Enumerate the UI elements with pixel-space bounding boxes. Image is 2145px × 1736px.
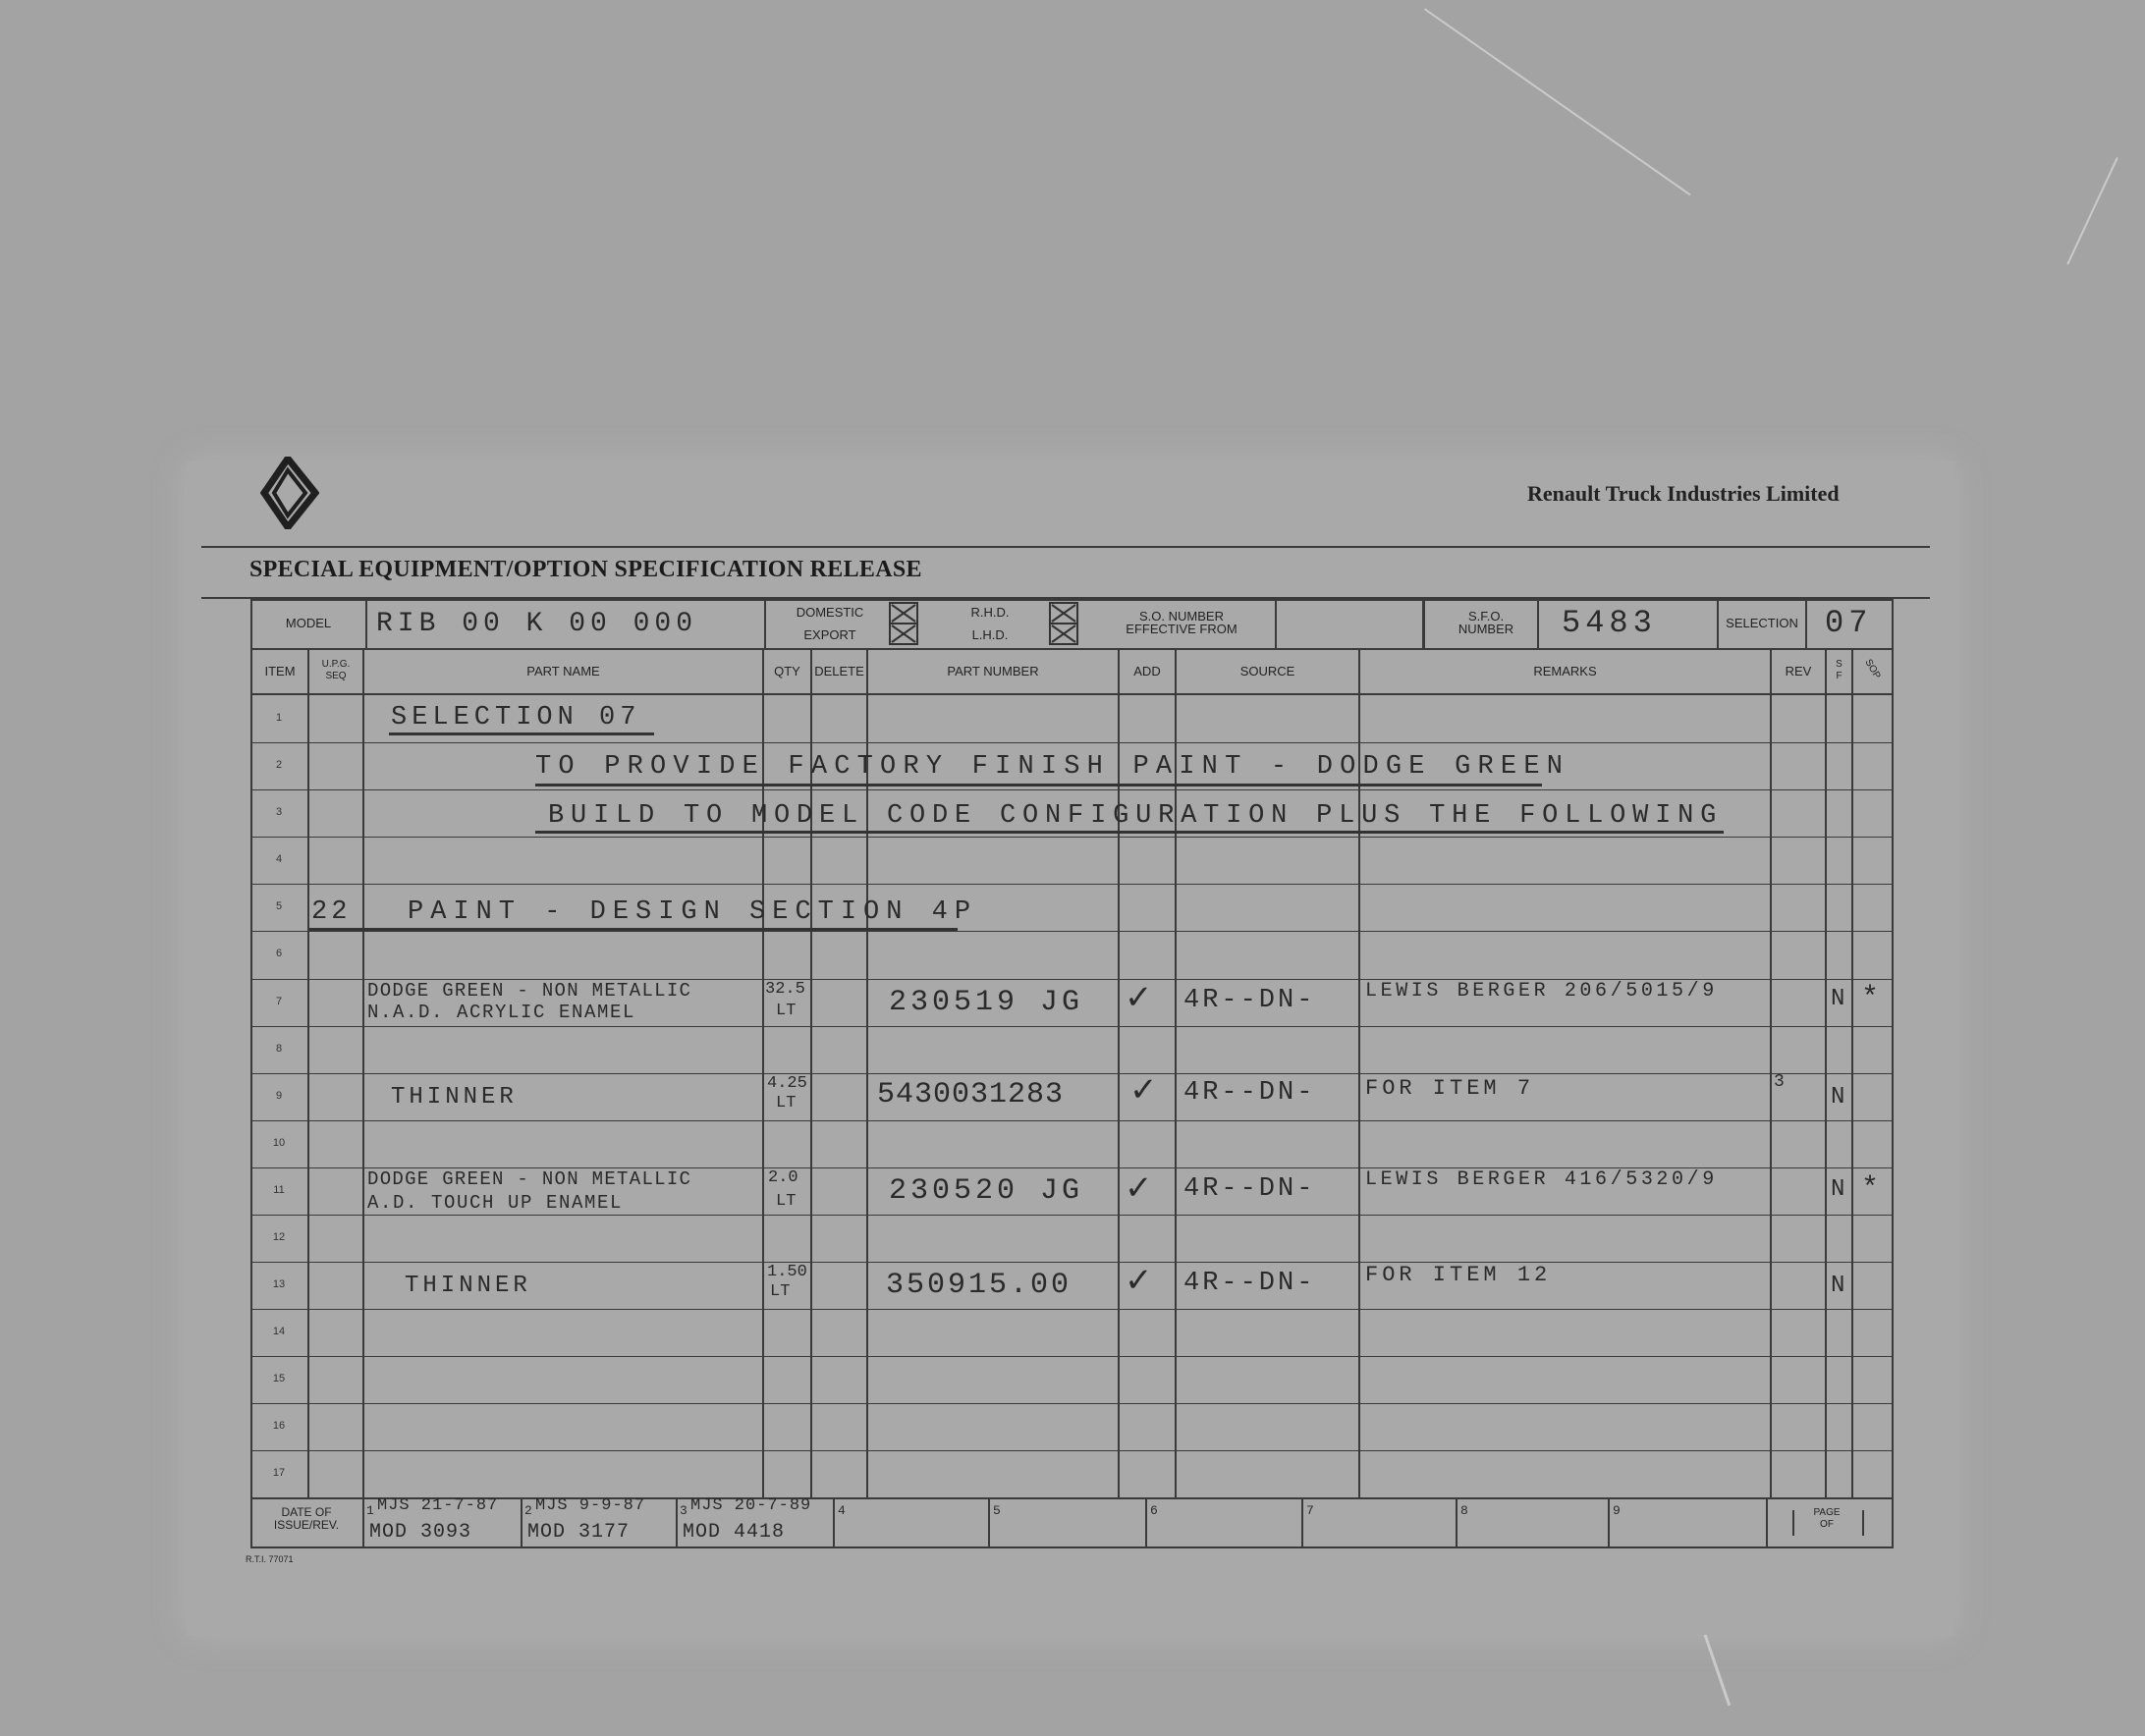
col-source: SOURCE: [1239, 664, 1295, 678]
entry-mark: *: [1861, 1172, 1880, 1206]
col-seq: SEQ: [325, 671, 347, 681]
entry-mark: *: [1861, 982, 1880, 1015]
rev3-date: MJS 20-7-89: [690, 1496, 812, 1515]
footer-div: [988, 1499, 990, 1546]
row-number: 14: [272, 1326, 286, 1337]
col-f: F: [1836, 671, 1842, 681]
add-check-icon: ✓: [1125, 979, 1153, 1016]
entry-part-number: 350915.00: [886, 1269, 1072, 1302]
row-number: 2: [275, 759, 283, 771]
footer-bottom: [250, 1546, 1894, 1548]
table-top: [250, 599, 1894, 601]
entry-source: 4R--DN-: [1183, 986, 1316, 1015]
entry-part-name-2: N.A.D. ACRYLIC ENAMEL: [367, 1002, 636, 1023]
row-number: 5: [275, 900, 283, 912]
effective-from-label: EFFECTIVE FROM: [1126, 622, 1238, 636]
slot-number: 9: [1613, 1503, 1621, 1518]
row-number: 15: [272, 1373, 286, 1384]
col-item: ITEM: [264, 664, 296, 678]
page-box-left: [1792, 1510, 1794, 1536]
hdr-div: [1422, 599, 1425, 648]
underline: [535, 784, 1542, 787]
row-number: 16: [272, 1420, 286, 1432]
add-check-icon: ✓: [1125, 1169, 1153, 1207]
entry-qty-unit: LT: [776, 1002, 797, 1020]
col-delete: DELETE: [814, 664, 864, 678]
entry-sf: N: [1831, 1176, 1845, 1203]
footer-div: [1608, 1499, 1610, 1546]
entry-remarks: FOR ITEM 12: [1365, 1263, 1552, 1287]
row-number: 7: [275, 996, 283, 1007]
row-number: 3: [275, 806, 283, 818]
slot-number: 7: [1306, 1503, 1314, 1518]
sfo-number-value: 5483: [1562, 605, 1657, 641]
footer-div: [1456, 1499, 1458, 1546]
underline: [389, 732, 654, 735]
footer-div: [676, 1499, 678, 1546]
rhd-lhd-checkbox[interactable]: [1049, 602, 1078, 645]
page-label: PAGE: [1813, 1507, 1841, 1518]
sfo-label: S.F.O.: [1467, 609, 1505, 624]
issue-rev-label: ISSUE/REV.: [273, 1518, 340, 1532]
lhd-label: L.H.D.: [971, 627, 1009, 642]
entry-sf: N: [1831, 1273, 1845, 1299]
upg-seq-value: 22: [311, 897, 352, 927]
renault-logo-icon: [260, 457, 319, 529]
entry-part-name: DODGE GREEN - NON METALLIC: [367, 1168, 692, 1190]
entry-remarks: LEWIS BERGER 206/5015/9: [1365, 980, 1718, 1003]
entry-qty-unit: LT: [770, 1282, 791, 1301]
row-number: 6: [275, 948, 283, 959]
col-part-number: PART NUMBER: [947, 664, 1039, 678]
row-number: 12: [272, 1231, 286, 1243]
sfo-number-label: NUMBER: [1458, 622, 1514, 636]
slot-number: 2: [524, 1503, 532, 1518]
rev2-date: MJS 9-9-87: [535, 1496, 646, 1515]
row-number: 4: [275, 853, 283, 865]
date-of-label: DATE OF: [281, 1505, 332, 1519]
hdr-div: [365, 599, 367, 648]
slot-number: 4: [838, 1503, 846, 1518]
hdr-div: [764, 599, 766, 648]
rhd-label: R.H.D.: [970, 605, 1010, 620]
entry-part-number: 230520 JG: [889, 1174, 1084, 1208]
add-check-icon: ✓: [1129, 1071, 1158, 1109]
row-number: 13: [272, 1278, 286, 1290]
entry-part-name: THINNER: [391, 1084, 518, 1111]
col-s: S: [1836, 659, 1842, 670]
underline: [535, 831, 1724, 834]
entry-qty: 32.5: [765, 980, 805, 999]
rev2-mod: MOD 3177: [527, 1521, 631, 1544]
footer-div: [362, 1499, 364, 1546]
slot-number: 8: [1460, 1503, 1468, 1518]
footer-div: [521, 1499, 522, 1546]
rev1-date: MJS 21-7-87: [377, 1496, 499, 1515]
col-upg: U.P.G.: [321, 659, 351, 670]
col-part-name: PART NAME: [526, 664, 600, 678]
selection-label: SELECTION: [1726, 616, 1798, 630]
entry-part-number: 230519 JG: [889, 986, 1084, 1019]
model-label: MODEL: [285, 616, 332, 630]
entry-qty: 1.50: [767, 1263, 807, 1281]
entry-qty-unit: LT: [776, 1192, 797, 1211]
purpose-line: TO PROVIDE FACTORY FINISH PAINT - DODGE GREEN: [535, 752, 1570, 782]
entry-source: 4R--DN-: [1183, 1174, 1316, 1204]
paint-design-line: PAINT - DESIGN SECTION 4P: [408, 897, 978, 927]
footer-div: [833, 1499, 835, 1546]
hdr-div: [1805, 599, 1807, 648]
footer-div: [1301, 1499, 1303, 1546]
entry-qty-unit: LT: [776, 1094, 797, 1112]
build-instruction-line: BUILD TO MODEL CODE CONFIGURATION PLUS THE FOLLOWING: [548, 801, 1724, 831]
entry-part-name: THINNER: [405, 1273, 531, 1299]
entry-source: 4R--DN-: [1183, 1269, 1316, 1298]
scratch: [2066, 157, 2118, 265]
footer-div: [1766, 1499, 1768, 1546]
row-number: 9: [275, 1090, 283, 1102]
entry-rev: 3: [1774, 1072, 1785, 1092]
rev1-mod: MOD 3093: [369, 1521, 472, 1544]
row-number: 11: [273, 1184, 285, 1196]
row-number: 8: [275, 1043, 283, 1055]
slot-number: 6: [1150, 1503, 1158, 1518]
export-label: EXPORT: [803, 627, 856, 642]
slot-number: 5: [993, 1503, 1001, 1518]
hdr-div: [1275, 599, 1277, 648]
colhead-bottom: [250, 693, 1894, 695]
of-label: OF: [1820, 1519, 1834, 1530]
slot-number: 3: [680, 1503, 688, 1518]
hdr-div: [1537, 599, 1539, 648]
col-remarks: REMARKS: [1533, 664, 1597, 678]
domestic-export-checkbox[interactable]: [889, 602, 918, 645]
entry-sf: N: [1831, 986, 1845, 1012]
company-name: Renault Truck Industries Limited: [1527, 481, 1840, 506]
so-number-label: S.O. NUMBER: [1139, 609, 1224, 624]
entry-part-number: 5430031283: [877, 1078, 1065, 1112]
entry-qty: 4.25: [767, 1074, 807, 1093]
row-number: 17: [272, 1467, 286, 1479]
model-value: RIB 00 K 00 000: [376, 609, 698, 639]
entry-source: 4R--DN-: [1183, 1078, 1316, 1108]
header-row-bottom: [250, 648, 1894, 650]
table-right: [1892, 599, 1894, 1548]
selection-heading: SELECTION 07: [391, 703, 641, 732]
col-qty: QTY: [774, 664, 800, 678]
entry-remarks: FOR ITEM 7: [1365, 1076, 1535, 1101]
col-add: ADD: [1133, 664, 1161, 678]
form-code: R.T.I. 77071: [246, 1554, 294, 1564]
title-top-rule: [201, 546, 1930, 548]
underline: [309, 928, 958, 931]
entry-qty: 2.0: [768, 1168, 798, 1187]
rev3-mod: MOD 4418: [683, 1521, 786, 1544]
scratch: [1424, 8, 1690, 195]
slot-number: 1: [366, 1503, 374, 1518]
row-number: 1: [275, 712, 283, 724]
domestic-label: DOMESTIC: [796, 605, 864, 620]
footer-div: [1145, 1499, 1147, 1546]
add-check-icon: ✓: [1125, 1262, 1153, 1299]
selection-value: 07: [1825, 605, 1873, 641]
entry-part-name-2: A.D. TOUCH UP ENAMEL: [367, 1192, 624, 1214]
entry-part-name: DODGE GREEN - NON METALLIC: [367, 980, 692, 1002]
col-sop: SOP: [1862, 657, 1883, 681]
entry-remarks: LEWIS BERGER 416/5320/9: [1365, 1168, 1718, 1191]
col-rev: REV: [1785, 664, 1812, 678]
row-number: 10: [272, 1137, 286, 1149]
page-box-right: [1862, 1510, 1864, 1536]
form-title: SPECIAL EQUIPMENT/OPTION SPECIFICATION RELEASE: [249, 557, 922, 582]
entry-sf: N: [1831, 1084, 1845, 1111]
